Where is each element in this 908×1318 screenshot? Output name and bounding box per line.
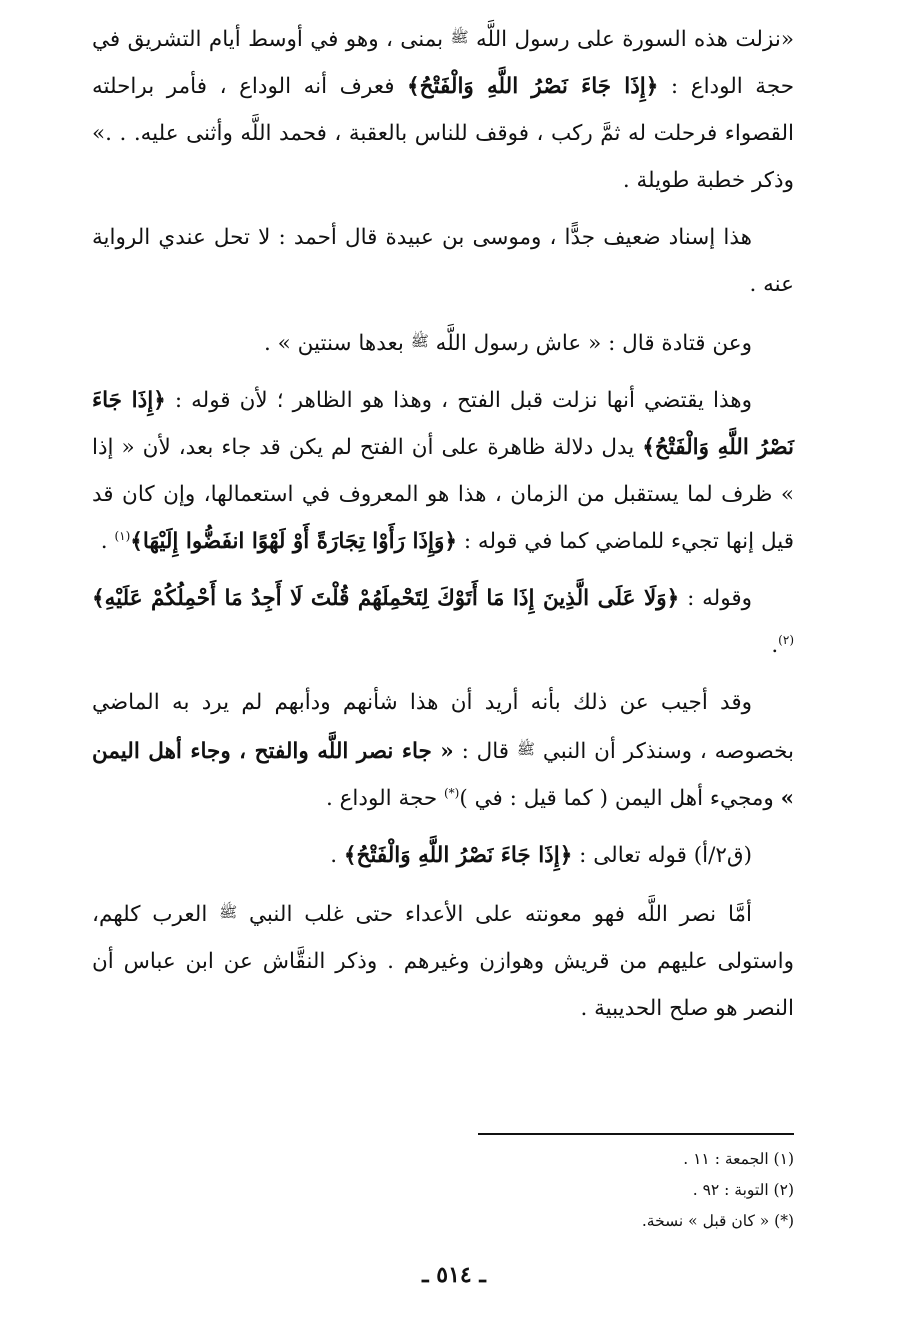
quran-quote: ﴿إِذَا جَاءَ نَصْرُ اللَّهِ وَالْفَتْحُ﴾ xyxy=(407,74,659,99)
text-run: العرب كلهم، واستولى عليهم من قريش وهوازن وغيرهم . وذكر النقَّاش عن ابن عباس أن النصر هو صلح الحديبية . xyxy=(92,902,794,1021)
text-run: «نزلت هذه السورة على رسول اللَّه xyxy=(468,27,794,52)
text-run: ومجيء أهل اليمن ( كما قيل : في ) xyxy=(459,786,781,811)
quran-quote: ﴿وَلَا عَلَى الَّذِينَ إِذَا مَا أَتَوْكَ لِتَحْمِلَهُمْ قُلْتَ لَا أَجِدُ مَا أَحْمِلُكُمْ عَلَيْهِ﴾ xyxy=(92,586,680,611)
paragraph xyxy=(92,214,794,308)
text-run: وعن قتادة قال : « عاش رسول اللَّه xyxy=(428,331,752,356)
footnote-ref: (١) xyxy=(114,528,131,543)
text-run: وقوله : xyxy=(679,586,752,611)
salutation-glyph: ﷺ xyxy=(450,28,469,46)
text-run: يدل دلالة ظاهرة على أن الفتح لم يكن قد جاء بعد، لأن « إذا » ظرف لما يستقبل من الزمان ، هذا هو المعروف في استعمالها، وإن كان قد قيل إنها تجيء للماضي كما في قوله : xyxy=(92,435,794,554)
footnotes xyxy=(478,1144,794,1237)
footnote-2: (٢) التوبة : ٩٢ . xyxy=(692,1181,794,1199)
text-run: وقد أجيب عن ذلك بأنه أريد أن هذا شأنهم ودأبهم لم يرد به الماضي بخصوصه ، وسنذكر أن النبي xyxy=(92,690,794,764)
text-run: . xyxy=(771,633,779,658)
text-run: حجة الوداع . xyxy=(325,786,444,811)
paragraph xyxy=(92,889,794,1032)
paragraph xyxy=(92,14,794,204)
quran-quote: ﴿وَإِذَا رَأَوْا تِجَارَةً أَوْ لَهْوًا انفَضُّوا إِلَيْهَا﴾ xyxy=(130,529,458,554)
text-run: هذا إسناد ضعيف جدًّا ، وموسى بن عبيدة قال أحمد : لا تحل عندي الرواية عنه . xyxy=(92,225,794,297)
paragraph xyxy=(92,679,794,822)
quran-quote: ﴿إِذَا جَاءَ نَصْرُ اللَّهِ وَالْفَتْحُ﴾ xyxy=(92,388,794,460)
text-run: وهذا يقتضي أنها نزلت قبل الفتح ، وهذا هو الظاهر ؛ لأن قوله : xyxy=(165,388,752,413)
paragraph xyxy=(92,575,794,669)
footnote-rule xyxy=(478,1133,794,1135)
footnote-ref: (٢) xyxy=(778,632,794,647)
footnote-ref: (*) xyxy=(443,785,460,800)
footnote-3: (*) « كان قبل » نسخة. xyxy=(641,1212,794,1230)
paragraph xyxy=(92,377,794,565)
footnote-1: (١) الجمعة : ١١ . xyxy=(683,1150,794,1168)
main-text xyxy=(92,14,794,1042)
salutation-glyph: ﷺ xyxy=(219,903,238,921)
text-run: فعرف أنه الوداع ، فأمر براحلته القصواء فرحلت له ثمَّ ركب ، فوقف للناس بالعقبة ، فحمد اللَّه وأثنى عليه. . .» وذكر خطبة طويلة . xyxy=(92,74,794,193)
salutation-glyph: ﷺ xyxy=(516,740,536,758)
text-run: أمَّا نصر اللَّه فهو معونته على الأعداء حتى غلب النبي xyxy=(237,902,752,927)
page-number: ـ ٥١٤ ـ xyxy=(422,1262,486,1288)
salutation-glyph: ﷺ xyxy=(410,332,429,350)
hadith-quote: « جاء نصر اللَّه والفتح ، وجاء أهل اليمن » xyxy=(92,739,794,811)
text-run: قال : xyxy=(453,739,517,764)
text-run: . xyxy=(100,529,115,554)
paragraph xyxy=(92,318,794,367)
text-run: بعدها سنتين » . xyxy=(264,331,411,356)
paragraph xyxy=(92,832,794,879)
text-run: (ق٢/أ) قوله تعالى : xyxy=(572,843,752,868)
text-run: بمنى ، وهو في أوسط أيام التشريق في حجة الوداع : xyxy=(92,27,795,99)
text-run: . xyxy=(330,843,344,868)
quran-quote: ﴿إِذَا جَاءَ نَصْرُ اللَّهِ وَالْفَتْحُ﴾ xyxy=(343,843,573,868)
